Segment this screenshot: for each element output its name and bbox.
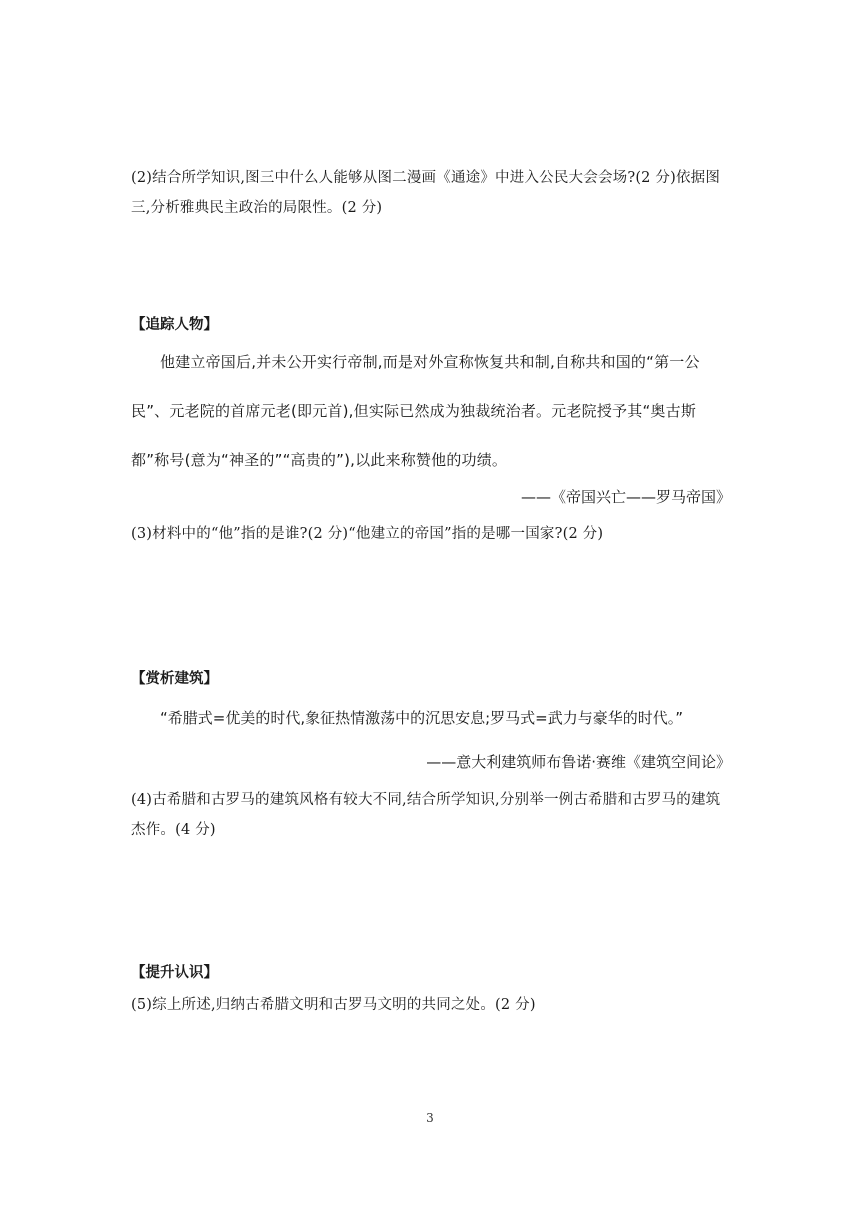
- section-heading-people: 【追踪人物】: [131, 317, 218, 333]
- question-3: (3)材料中的“他”指的是谁?(2 分)“他建立的帝国”指的是哪一国家?(2 分): [131, 526, 604, 542]
- material-source-architecture: ——意大利建筑师布鲁诺·赛维《建筑空间论》: [426, 753, 731, 771]
- material-passage-people: 他建立帝国后,并未公开实行帝制,而是对外宣称恢复共和制,自称共和国的“第一公民”、元老院的首席元老(即元首),但实际已然成为独裁统治者。元老院授予其“奥古斯都”称号(意为“神圣的”“高贵的”),以此来称赞他的功绩。: [131, 353, 700, 469]
- question-4: (4)古希腊和古罗马的建筑风格有较大不同,结合所学知识,分别举一例古希腊和古罗马的建筑杰作。(4 分): [131, 792, 721, 838]
- architecture-quote: “希腊式=优美的时代,象征热情激荡中的沉思安息;罗马式=武力与豪华的时代。”: [160, 709, 684, 727]
- question-2: (2)结合所学知识,图三中什么人能够从图二漫画《通途》中进入公民大会会场?(2 分)依据图三,分析雅典民主政治的局限性。(2 分): [131, 170, 721, 216]
- page-number: 3: [426, 1111, 434, 1125]
- section-heading-architecture: 【赏析建筑】: [131, 671, 218, 687]
- material-source-people: ——《帝国兴亡——罗马帝国》: [520, 488, 731, 506]
- section-heading-summary: 【提升认识】: [131, 965, 218, 981]
- question-5: (5)综上所述,归纳古希腊文明和古罗马文明的共同之处。(2 分): [131, 997, 536, 1013]
